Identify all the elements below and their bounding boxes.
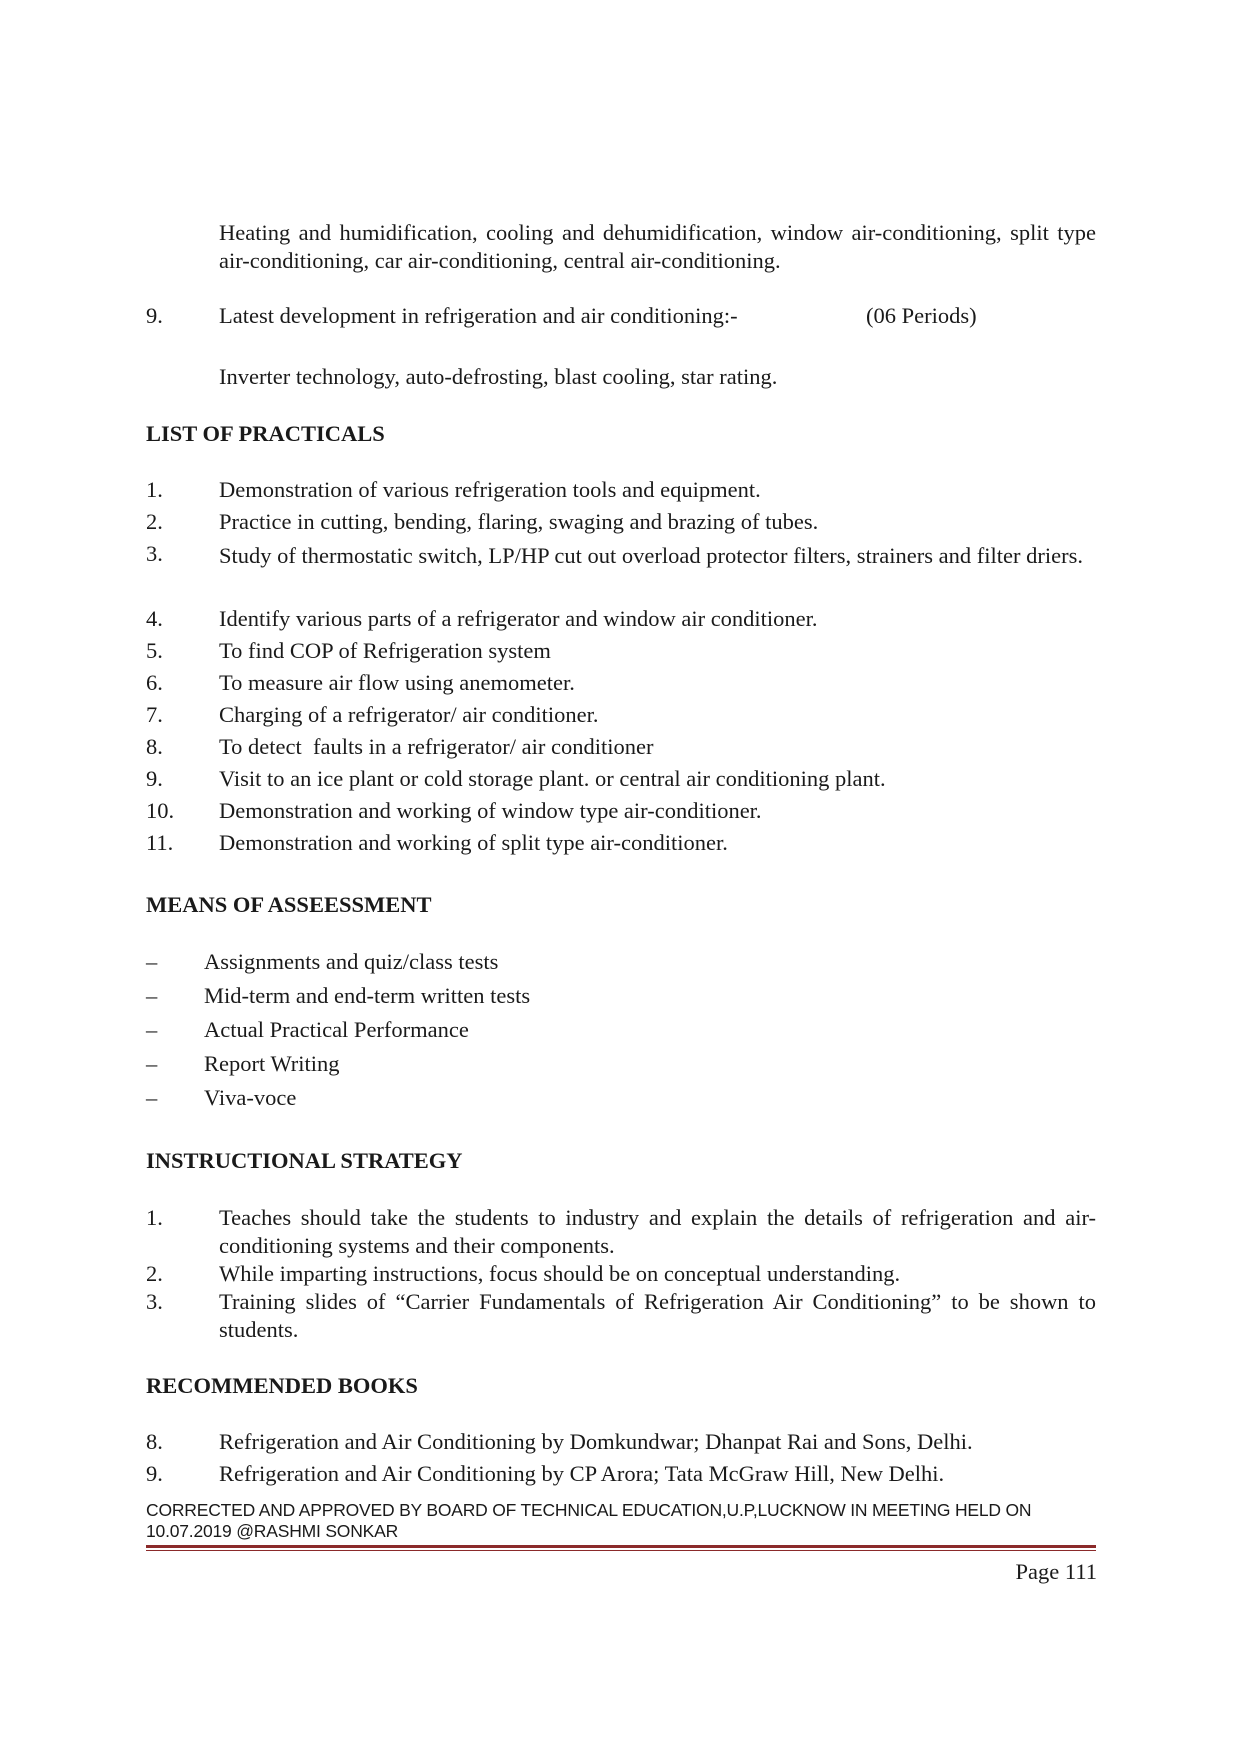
list-item-number: 7. (146, 702, 163, 727)
list-item-number: 8. (146, 734, 163, 759)
list-item: Training slides of “Carrier Fundamentals of Refrigeration Air Conditioning” to be shown to students. (219, 1289, 1096, 1342)
list-item-number: 1. (146, 477, 163, 502)
list-item-number: 6. (146, 670, 163, 695)
list-item-number: 11. (146, 830, 174, 855)
books-heading: RECOMMENDED BOOKS (146, 1373, 418, 1398)
list-item: Assignments and quiz/class tests (204, 949, 499, 974)
list-item-number: 10. (146, 798, 175, 823)
list-item-number: 5. (146, 638, 163, 663)
bullet-dash: – (146, 949, 158, 974)
list-item: To find COP of Refrigeration system (219, 638, 551, 663)
list-item-number: 9. (146, 766, 163, 791)
bullet-dash: – (146, 1051, 158, 1076)
list-item: Refrigeration and Air Conditioning by Domkundwar; Dhanpat Rai and Sons, Delhi. (219, 1429, 973, 1454)
list-item-number: 9. (146, 1461, 163, 1486)
list-item-number: 3. (146, 1289, 163, 1314)
topic-content: Inverter technology, auto-defrosting, blast cooling, star rating. (219, 364, 778, 389)
list-item: Charging of a refrigerator/ air conditioner. (219, 702, 599, 727)
list-item: Refrigeration and Air Conditioning by CP Arora; Tata McGraw Hill, New Delhi. (219, 1461, 945, 1486)
list-item: Practice in cutting, bending, flaring, swaging and brazing of tubes. (219, 509, 819, 534)
footer-divider (146, 1545, 1096, 1548)
list-item: Teaches should take the students to industry and explain the details of refrigeration and air-conditioning systems and their components. (219, 1205, 1096, 1258)
list-item: Demonstration and working of window type air-conditioner. (219, 798, 762, 823)
list-item: Demonstration of various refrigeration tools and equipment. (219, 477, 761, 502)
list-item: While imparting instructions, focus should be on conceptual understanding. (219, 1261, 901, 1286)
bullet-dash: – (146, 1085, 158, 1110)
footer-approval-line1: CORRECTED AND APPROVED BY BOARD OF TECHNICAL EDUCATION,U.P,LUCKNOW IN MEETING HELD ON (146, 1500, 1032, 1520)
practicals-heading: LIST OF PRACTICALS (146, 421, 385, 446)
list-item-number: 2. (146, 1261, 163, 1286)
list-item: Mid-term and end-term written tests (204, 983, 531, 1008)
strategy-heading: INSTRUCTIONAL STRATEGY (146, 1148, 463, 1173)
list-item: Identify various parts of a refrigerator and window air conditioner. (219, 606, 818, 631)
list-item: Actual Practical Performance (204, 1017, 469, 1042)
list-item: To measure air flow using anemometer. (219, 670, 575, 695)
list-item: To detect faults in a refrigerator/ air conditioner (219, 734, 654, 759)
footer-approval-line2: 10.07.2019 @RASHMI SONKAR (146, 1521, 399, 1541)
bullet-dash: – (146, 983, 158, 1008)
list-item: Study of thermostatic switch, LP/HP cut out overload protector filters, strainers and filter driers. (219, 543, 1083, 568)
intro-paragraph: Heating and humidification, cooling and dehumidification, window air-conditioning, split type air-conditioning, car air-conditioning, central air-conditioning. (219, 220, 1096, 273)
topic-title: Latest development in refrigeration and air conditioning:- (219, 303, 738, 328)
bullet-dash: – (146, 1017, 158, 1042)
list-item-number: 2. (146, 509, 163, 534)
topic-periods: (06 Periods) (866, 303, 977, 328)
page-number: Page 111 (1015, 1559, 1097, 1584)
topic-number: 9. (146, 303, 163, 328)
list-item-number: 3. (146, 541, 163, 566)
list-item: Visit to an ice plant or cold storage plant. or central air conditioning plant. (219, 766, 886, 791)
list-item: Demonstration and working of split type air-conditioner. (219, 830, 728, 855)
list-item: Report Writing (204, 1051, 340, 1076)
list-item: Viva-voce (204, 1085, 297, 1110)
list-item-number: 8. (146, 1429, 163, 1454)
footer-divider-thin (146, 1550, 1096, 1551)
list-item-number: 4. (146, 606, 163, 631)
list-item-number: 1. (146, 1205, 163, 1230)
assessment-heading: MEANS OF ASSEESSMENT (146, 892, 432, 917)
